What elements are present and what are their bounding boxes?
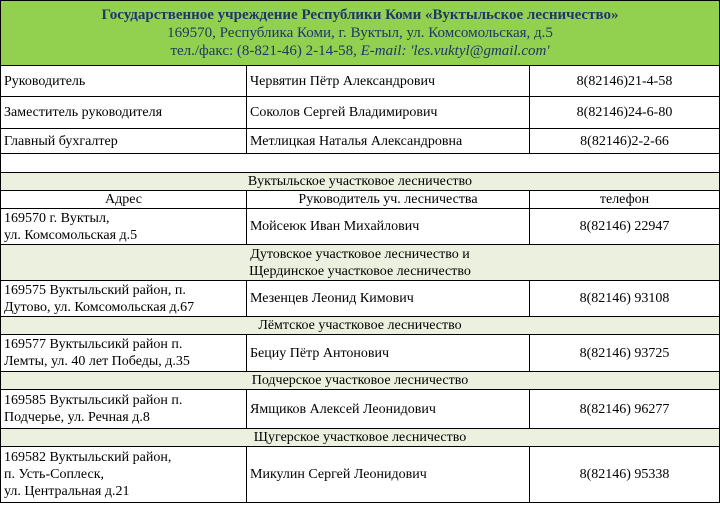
staff-role: Заместитель руководителя <box>1 97 247 129</box>
forestry-head: Мезенцев Леонид Кимович <box>247 281 530 317</box>
section-title: Лёмтское участковое лесничество <box>1 317 720 335</box>
address-line: 169585 Вуктыльсикй район п. <box>4 393 183 408</box>
forestry-phone: 8(82146) 93725 <box>530 335 720 372</box>
forestry-address <box>1 209 247 245</box>
section-title-row <box>1 173 720 191</box>
header-cell <box>1 1 720 66</box>
staff-name: Соколов Сергей Владимирович <box>247 97 530 129</box>
section-title-row <box>1 317 720 335</box>
forestry-address <box>1 447 247 503</box>
forestry-address <box>1 390 247 429</box>
section-title-row <box>1 372 720 390</box>
forestry-row <box>1 209 720 245</box>
staff-phone: 8(82146)24-6-80 <box>530 97 720 129</box>
staff-role: Главный бухгалтер <box>1 129 247 154</box>
col-header-head: Руководитель уч. лесничества <box>247 191 530 209</box>
forestry-row <box>1 447 720 503</box>
section-title: Подчерское участковое лесничество <box>1 372 720 390</box>
address-line: Дутово, ул. Комсомольская д.67 <box>4 299 195 315</box>
staff-row <box>1 129 720 154</box>
staff-phone: 8(82146)21-4-58 <box>530 66 720 97</box>
address-line: 169570 г. Вуктыл, <box>4 210 110 226</box>
forestry-address <box>1 335 247 372</box>
staff-name: Червятин Пётр Александрович <box>247 66 530 97</box>
section-title-line: Щердинское участковое лесничество <box>249 263 471 279</box>
forestry-phone: 8(82146) 93108 <box>530 281 720 317</box>
address-line: 169575 Вуктыльский район, п. <box>4 282 186 298</box>
forestry-phone: 8(82146) 95338 <box>530 447 720 503</box>
org-email[interactable]: E-mail: 'les.vuktyl@gmail.com' <box>360 43 550 59</box>
address-line: Подчерье, ул. Речная д.8 <box>4 410 150 425</box>
forestry-phone: 8(82146) 96277 <box>530 390 720 429</box>
section-title: Щугерское участковое лесничество <box>1 429 720 447</box>
address-line: Лемты, ул. 40 лет Победы, д.35 <box>4 354 190 369</box>
section-title-row <box>1 429 720 447</box>
staff-row <box>1 66 720 97</box>
org-contacts <box>1 42 719 60</box>
spacer-row <box>1 154 720 173</box>
staff-row <box>1 97 720 129</box>
section-title-line: Дутовское участковое лесничество и <box>250 246 470 262</box>
forestry-head: Мойсеюк Иван Михайлович <box>247 209 530 245</box>
spacer-cell <box>1 154 720 173</box>
org-title: Государственное учреждение Республики Коми «Вуктыльское лесничество» <box>101 7 619 23</box>
org-address: 169570, Республика Коми, г. Вуктыл, ул. Комсомольская, д.5 <box>167 25 553 41</box>
forestry-address <box>1 281 247 317</box>
col-header-phone: телефон <box>530 191 720 209</box>
section-title <box>1 245 720 281</box>
forestry-head: Ямщиков Алексей Леонидович <box>247 390 530 429</box>
staff-role: Руководитель <box>1 66 247 97</box>
col-header-address: Адрес <box>1 191 247 209</box>
address-line: п. Усть-Соплеск, <box>4 467 104 482</box>
section-title-row <box>1 245 720 281</box>
forestry-head: Микулин Сергей Леонидович <box>247 447 530 503</box>
forestry-row <box>1 335 720 372</box>
org-phone: тел./факс: (8-821-46) 2-14-58, <box>170 43 361 59</box>
forestry-row <box>1 390 720 429</box>
staff-name: Метлицкая Наталья Александровна <box>247 129 530 154</box>
forestry-phone: 8(82146) 22947 <box>530 209 720 245</box>
forestry-head: Бециу Пётр Антонович <box>247 335 530 372</box>
address-line: 169577 Вуктыльсикй район п. <box>4 337 183 352</box>
section-title: Вуктыльское участковое лесничество <box>1 173 720 191</box>
staff-phone: 8(82146)2-2-66 <box>530 129 720 154</box>
address-line: ул. Комсомольская д.5 <box>4 227 138 243</box>
header-row <box>1 1 720 66</box>
column-header-row <box>1 191 720 209</box>
address-line: 169582 Вуктыльский район, <box>4 450 172 465</box>
address-line: ул. Центральная д.21 <box>4 484 130 499</box>
forestry-row <box>1 281 720 317</box>
